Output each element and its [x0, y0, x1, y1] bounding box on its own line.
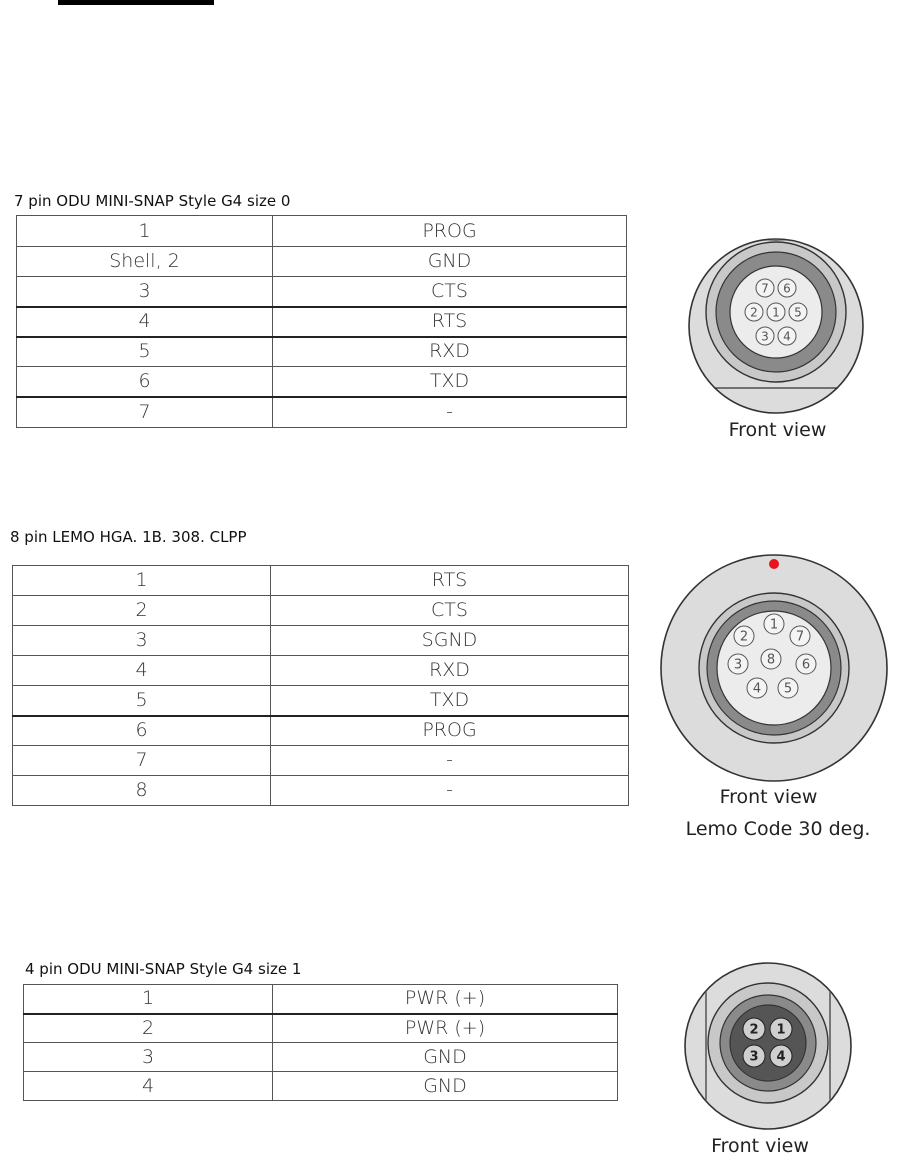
connector-pin-label: 3	[761, 329, 769, 344]
table-row	[17, 247, 627, 277]
table-row	[17, 307, 627, 337]
table-row	[13, 596, 629, 626]
section-title-4pin: 4 pin ODU MINI-SNAP Style G4 size 1	[25, 960, 302, 978]
signal-cell: RTS	[271, 566, 629, 596]
signal-cell: -	[273, 397, 627, 428]
signal-cell: -	[271, 776, 629, 806]
connector-pin-label: 5	[794, 305, 802, 320]
connector-pin-label: 4	[783, 329, 791, 344]
pin-cell: 7	[13, 746, 271, 776]
connector-pin-label: 3	[749, 1049, 759, 1065]
table-row	[13, 746, 629, 776]
table-row	[13, 566, 629, 596]
pin-table-8pin	[12, 565, 629, 806]
connector-pin-label: 4	[776, 1049, 786, 1065]
section-title-7pin: 7 pin ODU MINI-SNAP Style G4 size 0	[14, 192, 291, 210]
pin-cell: 1	[17, 216, 273, 247]
signal-cell: SGND	[271, 626, 629, 656]
signal-cell: GND	[273, 247, 627, 277]
pin-table-4pin	[23, 984, 618, 1101]
connector-pin-label: 8	[766, 652, 776, 668]
connector-pin-label: 7	[761, 281, 769, 296]
connector-pin-label: 6	[801, 657, 811, 673]
pin-cell: 4	[13, 656, 271, 686]
pin-cell: 4	[24, 1072, 273, 1101]
pin-cell: 5	[17, 337, 273, 367]
table-row	[24, 1072, 618, 1101]
table-row	[17, 337, 627, 367]
signal-cell: PWR (+)	[273, 985, 618, 1014]
table-row	[13, 656, 629, 686]
table-row	[13, 776, 629, 806]
signal-cell: RXD	[273, 337, 627, 367]
table-row	[24, 1014, 618, 1043]
connector-4pin-front-view	[672, 961, 862, 1133]
connector-pin-label: 1	[776, 1022, 786, 1038]
table-row	[17, 216, 627, 247]
caption-front-view-8pin: Front view	[719, 786, 818, 808]
connector-7pin-front-view	[684, 234, 868, 418]
signal-cell: RXD	[271, 656, 629, 686]
pin-cell: 1	[24, 985, 273, 1014]
signal-cell: CTS	[271, 596, 629, 626]
pin-cell: 3	[13, 626, 271, 656]
table-row	[13, 626, 629, 656]
pin-cell: 2	[13, 596, 271, 626]
pin-cell: 1	[13, 566, 271, 596]
table-row	[17, 397, 627, 428]
pin-cell: 4	[17, 307, 273, 337]
connector-pin-label: 7	[795, 629, 805, 645]
top-rule	[58, 0, 214, 5]
connector-pin-label: 1	[772, 305, 780, 320]
caption-front-view-4pin: Front view	[711, 1135, 809, 1157]
connector-8pin-front-view	[658, 552, 892, 784]
pin-cell: 6	[13, 716, 271, 746]
pin-table-7pin	[16, 215, 627, 428]
pin-cell: 2	[24, 1014, 273, 1043]
pin-cell: Shell, 2	[17, 247, 273, 277]
connector-pin-label: 6	[783, 281, 791, 296]
pin-cell: 3	[24, 1043, 273, 1072]
caption-front-view-7pin: Front view	[728, 419, 827, 441]
connector-pin-label: 3	[733, 657, 743, 673]
table-row	[24, 1043, 618, 1072]
connector-pin-label: 1	[769, 617, 779, 633]
signal-cell: PROG	[271, 716, 629, 746]
section-title-8pin: 8 pin LEMO HGA. 1B. 308. CLPP	[10, 528, 247, 546]
table-row	[17, 277, 627, 307]
signal-cell: GND	[273, 1072, 618, 1101]
connector-pin-label: 2	[749, 1022, 759, 1038]
pin-cell: 8	[13, 776, 271, 806]
signal-cell: TXD	[273, 367, 627, 397]
pin-cell: 6	[17, 367, 273, 397]
table-row	[17, 367, 627, 397]
table-row	[13, 686, 629, 716]
signal-cell: RTS	[273, 307, 627, 337]
signal-cell: PWR (+)	[273, 1014, 618, 1043]
connector-pin-label: 4	[752, 681, 762, 697]
signal-cell: PROG	[273, 216, 627, 247]
pin-cell: 7	[17, 397, 273, 428]
pin-cell: 3	[17, 277, 273, 307]
signal-cell: GND	[273, 1043, 618, 1072]
connector-pin-label: 2	[739, 629, 749, 645]
signal-cell: -	[271, 746, 629, 776]
signal-cell: TXD	[271, 686, 629, 716]
signal-cell: CTS	[273, 277, 627, 307]
caption-lemo-code: Lemo Code 30 deg.	[685, 818, 871, 840]
connector-pin-label: 2	[750, 305, 758, 320]
red-key-dot	[769, 559, 779, 569]
connector-pin-label: 5	[783, 681, 793, 697]
table-row	[24, 985, 618, 1014]
table-row	[13, 716, 629, 746]
pin-cell: 5	[13, 686, 271, 716]
